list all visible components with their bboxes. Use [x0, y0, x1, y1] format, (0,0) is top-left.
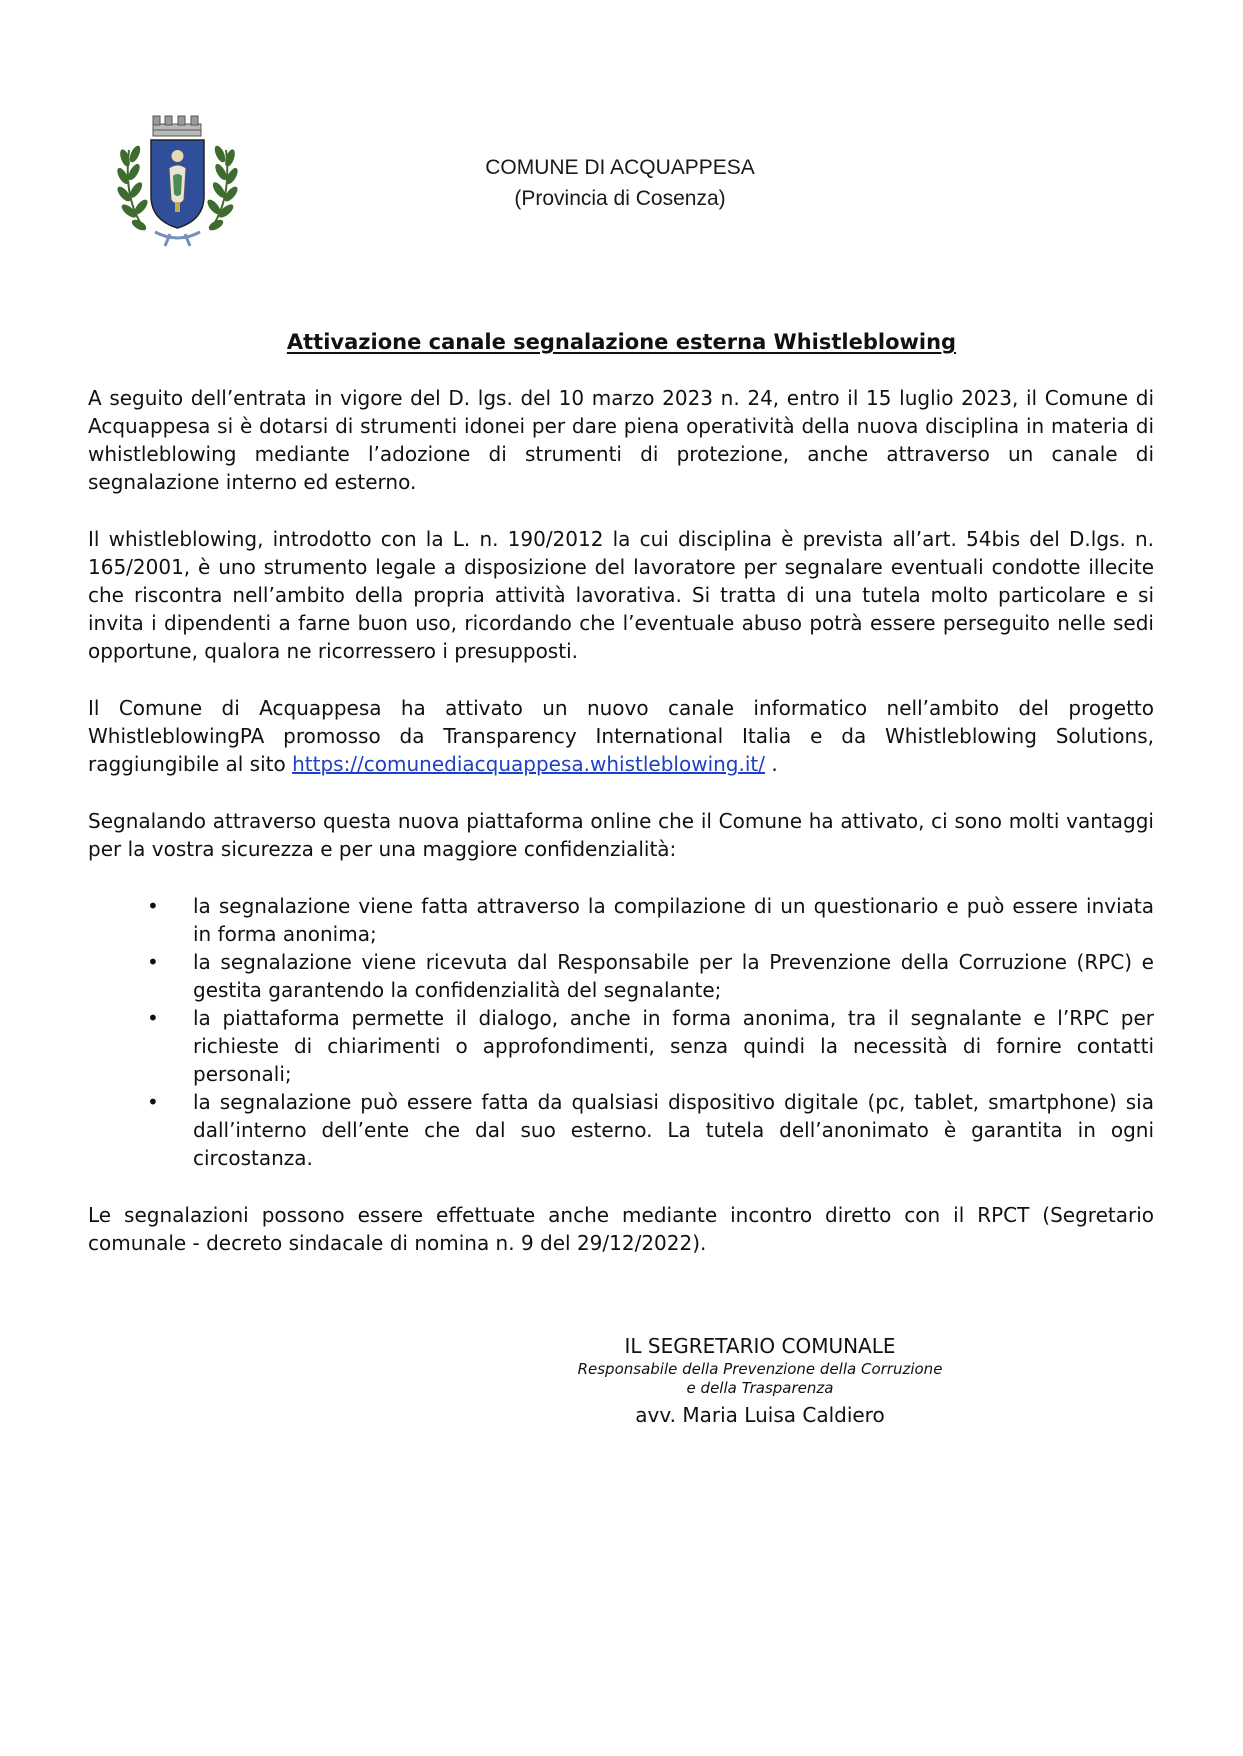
bullet-icon: • — [147, 894, 159, 918]
paragraph-advantages: Segnalando attraverso questa nuova piattaforma online che il Comune ha attivato, ci sono molti vantaggi per la vostra sicurezza e per una maggiore confidenzialità: — [88, 809, 1154, 861]
shield-icon — [151, 140, 204, 228]
bullet-icon: • — [147, 950, 159, 974]
list-item-text: la piattaforma permette il dialogo, anche in forma anonima, tra il segnalante e l’RPC per richieste di chiarimenti o approfondimenti, senza quindi la necessità di fornire contatti personali; — [193, 1006, 1154, 1086]
advantages-list — [88, 892, 1154, 1172]
list-item — [147, 1088, 1154, 1172]
bullet-icon: • — [147, 1090, 159, 1114]
paragraph-whistleblowing-definition: Il whistleblowing, introdotto con la L. n. 190/2012 la cui disciplina è prevista all’art. 54bis del D.lgs. n. 165/2001, è uno strumento legale a disposizione del lavoratore per segnalare eventuali condotte illecite che riscontra nell’ambito della propria attività lavorativa. Si tratta di una tutela molto particolare e si invita i dipendenti a farne buon uso, ricordando che l’eventuale abuso potrà essere perseguito nelle sedi opportune, qualora ne ricorressero i presupposti. — [88, 527, 1154, 663]
signatory-subtitle-line2: e della Trasparenza — [686, 1379, 834, 1397]
list-item — [147, 948, 1154, 1004]
signatory-name: avv. Maria Luisa Caldiero — [635, 1403, 885, 1427]
paragraph-intro: A seguito dell’entrata in vigore del D. lgs. del 10 marzo 2023 n. 24, entro il 15 luglio 2023, il Comune di Acquappesa si è dotarsi di strumenti idonei per dare piena operatività della nuova disciplina in materia di whistleblowing mediante l’adozione di strumenti di protezione, anche attraverso un canale di segnalazione interno ed esterno. — [88, 386, 1154, 494]
bullet-icon: • — [147, 1006, 159, 1030]
paragraph-direct-meeting: Le segnalazioni possono essere effettuate anche mediante incontro diretto con il RPCT (Segretario comunale - decreto sindacale di nomina n. 9 del 29/12/2022). — [88, 1203, 1154, 1255]
province-name: (Provincia di Cosenza) — [514, 187, 726, 210]
municipal-crest-icon — [115, 110, 240, 250]
signature-block — [530, 1332, 990, 1430]
list-item-text: la segnalazione può essere fatta da qualsiasi dispositivo digitale (pc, tablet, smartphone) sia dall’interno dell’ente che dal suo esterno. La tutela dell’anonimato è garantita in ogni circostanza. — [193, 1090, 1154, 1170]
municipality-name: COMUNE DI ACQUAPPESA — [485, 156, 755, 179]
paragraph-new-channel — [88, 694, 1154, 778]
laurel-branch-icon — [115, 144, 150, 232]
document-body — [88, 384, 1154, 1286]
laurel-branch-icon — [205, 144, 240, 232]
list-item — [147, 1004, 1154, 1088]
document-title: Attivazione canale segnalazione esterna Whistleblowing — [286, 330, 957, 354]
paragraph-new-channel-tail: . — [765, 752, 778, 776]
list-item — [147, 892, 1154, 948]
list-item-text: la segnalazione viene fatta attraverso la compilazione di un questionario e può essere inviata in forma anonima; — [193, 894, 1154, 946]
signatory-subtitle-line1: Responsabile della Prevenzione della Corruzione — [577, 1360, 943, 1378]
paragraph-new-channel-text: Il Comune di Acquappesa ha attivato un nuovo canale informatico nell’ambito del progetto WhistleblowingPA promosso da Transparency International Italia e da Whistleblowing Solutions, raggiungibile al sito — [88, 696, 1154, 776]
signatory-role: IL SEGRETARIO COMUNALE — [624, 1334, 896, 1358]
crown-icon — [153, 116, 201, 136]
whistleblowing-site-link[interactable]: https://comunediacquappesa.whistleblowing.it/ — [292, 752, 765, 776]
ribbon-icon — [155, 232, 200, 246]
document-header — [470, 152, 770, 214]
list-item-text: la segnalazione viene ricevuta dal Responsabile per la Prevenzione della Corruzione (RPC) e gestita garantendo la confidenzialità del segnalante; — [193, 950, 1154, 1002]
